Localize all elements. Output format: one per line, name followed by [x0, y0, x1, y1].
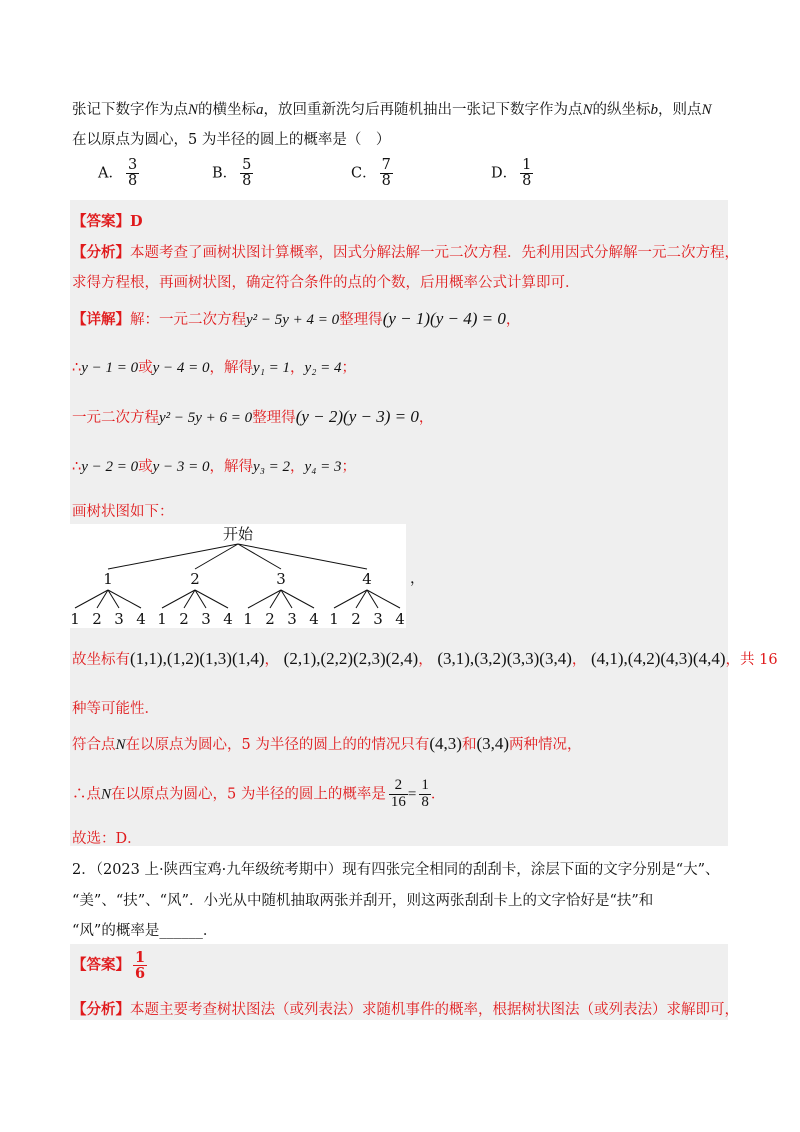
answer-2-line: 【答案】 $\frac{1}{6}$: [72, 949, 146, 983]
option-c: C． $\frac{7}{8}$: [351, 157, 391, 190]
tree-node-l2: 3: [114, 610, 124, 628]
question-2-line-2: “美”、“扶”、“风”．小光从中随机抽取两张并刮开，则这两张刮刮卡上的文字恰好是“扶”和: [72, 893, 654, 909]
coords-line-2: 种等可能性．: [72, 701, 159, 717]
tree-node-l2: 4: [223, 610, 233, 628]
tree-node-l2: 2: [179, 610, 189, 628]
question-2-line-1: 2．（2023 上·陕西宝鸡·九年级统考期中）现有四张完全相同的刮刮卡，涂层下面的文字分别是“大”、: [72, 862, 720, 878]
tree-node-l2: 1: [243, 610, 253, 628]
tree-node-l2: 2: [351, 610, 361, 628]
tree-root: 开始: [222, 525, 254, 543]
tree-node-l1: 1: [103, 570, 113, 588]
tree-node-l2: 2: [92, 610, 102, 628]
tree-node-l2: 3: [373, 610, 383, 628]
choose-line: 故选：D．: [72, 831, 142, 847]
coords-line: 故坐标有(1,1),(1,2)(1,3)(1,4)， (2,1),(2,2)(2,3)(2,4)， (3,1),(3,2)(3,3)(3,4)， (4,1),(4,2)(4,3)(4,4)，共 16: [72, 649, 778, 668]
analysis-1-line-1: 【分析】本题考查了画树状图计算概率，因式分解法解一元二次方程．先利用因式分解解一元二次方程，: [72, 244, 739, 261]
question-2-line-3: “风”的概率是______．: [72, 923, 218, 939]
tree-node-l1: 2: [190, 570, 200, 588]
tree-node-l2: 3: [201, 610, 211, 628]
analysis-2-line: 【分析】本题主要考查树状图法（或列表法）求随机事件的概率，根据树状图法（或列表法）求解即可，: [72, 1001, 739, 1018]
tree-node-l2: 2: [265, 610, 275, 628]
tree-node-l2: 4: [136, 610, 146, 628]
option-b: B． $\frac{5}{8}$: [212, 157, 252, 190]
option-d: D． $\frac{1}{8}$: [491, 157, 532, 190]
detail-line-2: ∴y − 1 = 0或y − 4 = 0，解得y₁ = 1，y₂ = 4；: [72, 360, 357, 376]
tree-node-l2: 1: [157, 610, 167, 628]
tree-node-l2: 4: [309, 610, 319, 628]
question-1-line-2: 在以原点为圆心，5 为半径的圆上的概率是（ ）: [72, 132, 391, 148]
tree-node-l2: 1: [70, 610, 80, 628]
detail-line-4: ∴y − 2 = 0或y − 3 = 0，解得y₃ = 2，y₄ = 3；: [72, 459, 357, 475]
answer-1-line: 【答案】D: [72, 213, 143, 230]
question-1-line-1: 张记下数字作为点N的横坐标a，放回重新洗匀后再随机抽出一张记下数字作为点N的纵坐标b，则点N: [72, 102, 712, 118]
tree-node-l1: 3: [276, 570, 286, 588]
tree-comma: ，: [410, 571, 425, 587]
analysis-1-line-2: 求得方程根，再画树状图，确定符合条件的点的个数，后用概率公式计算即可．: [72, 275, 580, 291]
probability-line: ∴点N在以原点为圆心，5 为半径的圆上的概率是 $\frac{2}{16}$ = $\frac{1}{8}$ ．: [72, 777, 446, 810]
detail-line-3: 一元二次方程y² − 5y + 6 = 0整理得(y − 2)(y − 3) = 0，: [72, 407, 434, 426]
tree-node-l2: 4: [395, 610, 405, 628]
detail-line-1: 【详解】解：一元二次方程y² − 5y + 4 = 0整理得(y − 1)(y − 4) = 0，: [72, 309, 521, 328]
fit-line: 符合点N在以原点为圆心，5 为半径的圆上的的情况只有(4,3)和(3,4)两种情况，: [72, 734, 582, 753]
tree-intro: 画树状图如下：: [72, 504, 174, 520]
tree-node-l2: 1: [329, 610, 339, 628]
option-a: A． $\frac{3}{8}$: [98, 157, 138, 190]
tree-diagram: [70, 524, 406, 628]
tree-node-l2: 3: [287, 610, 297, 628]
tree-node-l1: 4: [362, 570, 372, 588]
